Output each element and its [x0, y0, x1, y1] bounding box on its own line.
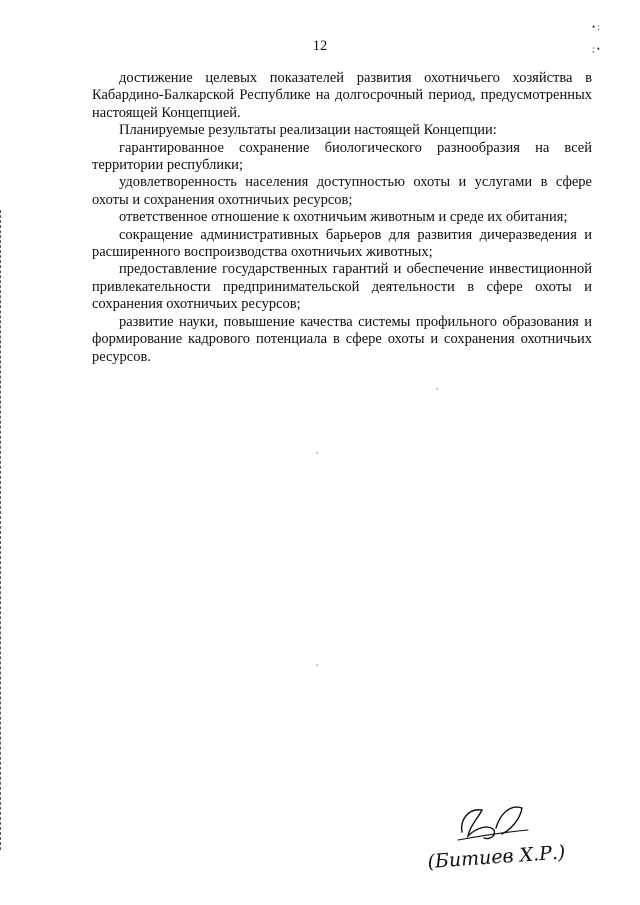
signature-scribble — [462, 807, 522, 838]
handwritten-signature — [410, 790, 590, 890]
scan-edge-artifact — [0, 210, 3, 850]
paragraph-target-indicators: достижение целевых показателей развития охотничьего хозяйства в Кабардино-Балкарской Республике на долгосрочный период, предусмотренных настоящей Концепцией. — [92, 70, 592, 121]
corner-mark-bottom: ; • — [592, 44, 600, 54]
paragraph-admin-barriers: сокращение административных барьеров для развития дичеразведения и расширенного воспроизводства охотничьих животных; — [92, 226, 592, 261]
paragraph-science-education: развитие науки, повышение качества системы профильного образования и формирование кадрового потенциала в сфере охоты и сохранения охотничьих ресурсов. — [92, 313, 592, 365]
paragraph-responsible-attitude: ответственное отношение к охотничьим животным и среде их обитания; — [119, 209, 568, 226]
signature-name-note: (Битиев Х.Р.) — [426, 841, 567, 873]
document-body — [92, 70, 592, 366]
paragraph-biodiversity: гарантированное сохранение биологического разнообразия на всей территории республики; — [92, 139, 592, 174]
scan-speck — [316, 664, 318, 666]
corner-mark-top: • : — [592, 22, 600, 32]
scan-speck — [316, 452, 318, 454]
page-number: 12 — [312, 38, 328, 54]
paragraph-planned-results: Планируемые результаты реализации настоящей Концепции: — [119, 122, 497, 139]
scan-speck — [436, 388, 438, 390]
paragraph-satisfaction: удовлетворенность населения доступностью охоты и услугами в сфере охоты и сохранения охотничьих ресурсов; — [92, 174, 592, 208]
paragraph-state-guarantees: предоставление государственных гарантий и обеспечение инвестиционной привлекательности предпринимательской деятельности в сфере охоты и сохранения охотничьих ресурсов; — [92, 261, 592, 313]
